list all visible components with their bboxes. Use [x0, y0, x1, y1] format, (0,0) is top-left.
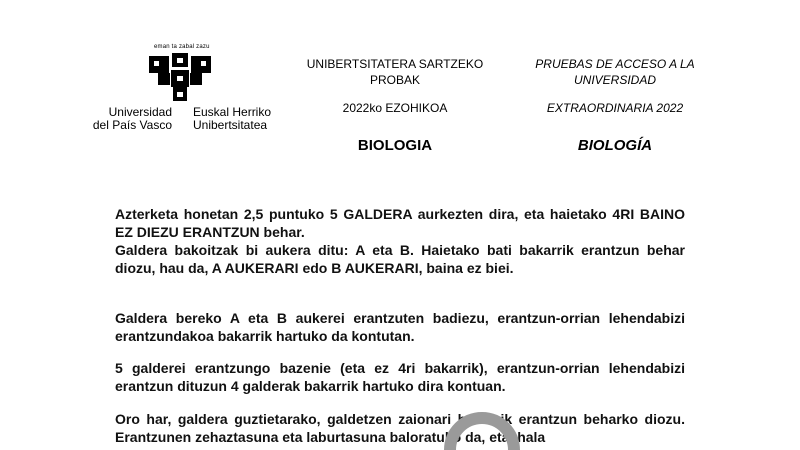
logo-right-line2: Unibertsitatea	[193, 118, 268, 132]
exam-title-eu-line1: UNIBERTSITATERA SARTZEKO	[306, 57, 484, 71]
exam-year-es: EXTRAORDINARIA 2022	[546, 101, 684, 115]
subject-es: BIOLOGÍA	[577, 137, 653, 154]
instructions-body	[115, 206, 685, 450]
exam-title-es-line1: PRUEBAS DE ACCESO A LA	[535, 57, 695, 71]
logo-left-line2: del País Vasco	[92, 118, 172, 132]
university-logo	[80, 44, 290, 139]
exam-title-eu-line2: PROBAK	[369, 73, 420, 87]
logo-left-line1: Universidad	[108, 105, 172, 119]
logo-text-es	[80, 106, 172, 132]
exam-title-eu	[300, 56, 490, 88]
logo-right-line1: Euskal Herriko	[193, 105, 272, 119]
subject-eu: BIOLOGIA	[357, 137, 433, 154]
instruction-paragraph-3: 5 galderei erantzungo bazenie (eta ez 4ri bakarrik), erantzun-orrian lehendabizi erantzun dituzun 4 galderak bakarrik hartuko dira kontuan.	[115, 360, 685, 394]
instruction-paragraph-1b: Galdera bakoitzak bi aukera ditu: A eta B. Haietako bati bakarrik erantzun behar diozu, hau da, A AUKERARI edo B AUKERARI, baina ez biei.	[115, 242, 685, 276]
exam-year-eu: 2022ko EZOHIKOA	[342, 101, 448, 115]
instruction-paragraph-4: Oro har, galdera guztietarako, galdetzen zaionari bakarrik erantzun beharko diozu. Erantzunen zehaztasuna eta laburtasuna baloratuko da, eta, hala	[115, 411, 685, 445]
instruction-paragraph-1a: Azterketa honetan 2,5 puntuko 5 GALDERA aurkezten dira, eta haietako 4RI BAINO EZ DIEZU ERANTZUN behar.	[115, 206, 685, 240]
university-emblem-icon	[148, 53, 212, 103]
header-basque	[300, 56, 490, 156]
watermark-ring-icon	[442, 405, 522, 450]
exam-title-es-line2: UNIVERSIDAD	[573, 73, 656, 87]
instruction-paragraph-2: Galdera bereko A eta B aukerei erantzuten badiezu, erantzun-orrian lehendabizi erantzundakoa bakarrik hartuko da kontutan.	[115, 310, 685, 344]
logo-motto: eman ta zabal zazu	[154, 44, 210, 50]
exam-title-es	[520, 56, 710, 88]
header-spanish	[520, 56, 710, 156]
logo-text-eu	[193, 106, 293, 132]
